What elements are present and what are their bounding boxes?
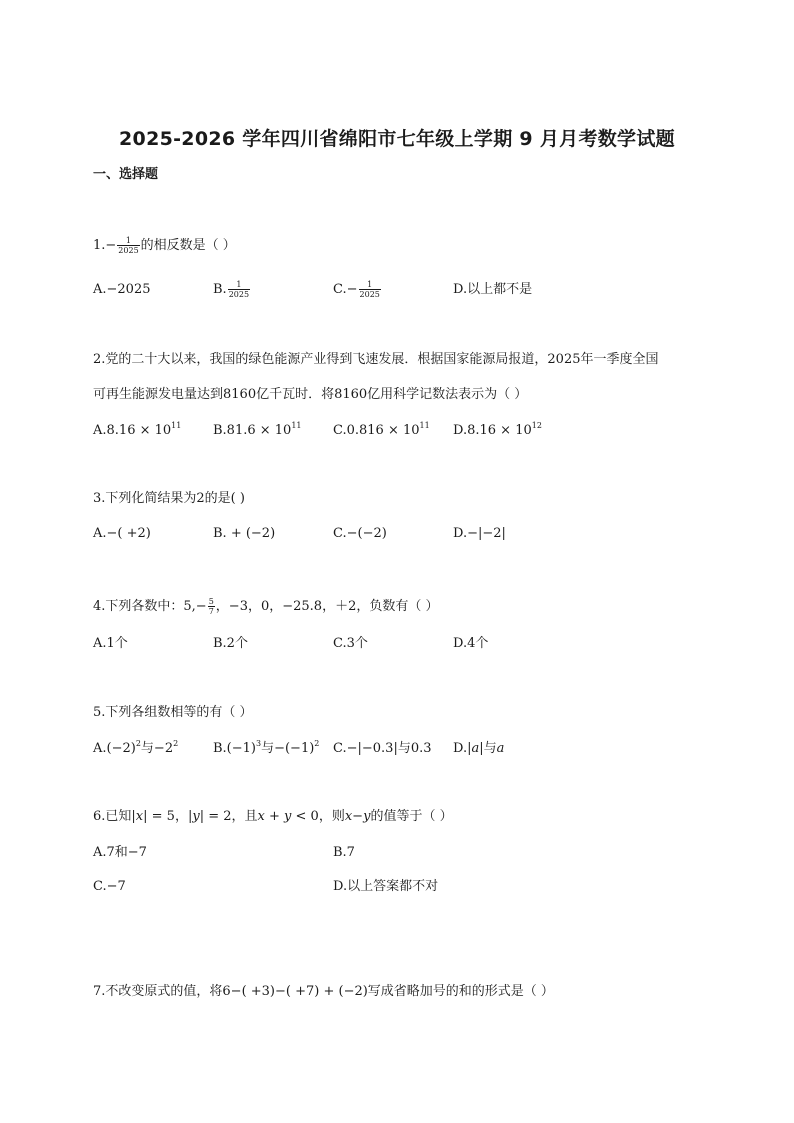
- question-1-option-a: A.−2025: [93, 282, 151, 297]
- section-heading: 一、选择题: [93, 167, 159, 182]
- question-5-option-b: $B.(-1)^3$与$-(-1)^2$: [213, 739, 320, 756]
- question-5-option-c: C.−|−0.3|与0.3: [333, 741, 432, 756]
- question-1-option-b: B. $\frac{1}{2025}$: [213, 280, 250, 299]
- question-2-stem-line2: 可再生能源发电量达到8160亿千瓦时．将8160亿用科学记数法表示为（ ）: [93, 387, 528, 402]
- question-4-stem: 4.下列各数中：5,− $\frac{5}{7}$ ，−3，0，−25.8，＋2，负数有（ ）: [93, 597, 439, 616]
- question-4-option-d: D.4个: [453, 636, 489, 651]
- question-6-option-b: B.7: [333, 845, 355, 860]
- question-4-option-c: C.3个: [333, 636, 368, 651]
- question-7-stem: 7.不改变原式的值，将6−( +3)−( +7) + (−2)写成省略加号的和的形式是（ ）: [93, 984, 554, 999]
- question-5-stem: 5.下列各组数相等的有（ ）: [93, 705, 253, 720]
- question-6-stem: 6.已知|x| = 5，|y| = 2，且x + y < 0，则x−y的值等于（ ）: [93, 809, 453, 824]
- question-2-option-c: $C.0.816 \times 10^{11}$: [333, 421, 430, 438]
- fraction: $\frac{1}{2025}$: [359, 280, 380, 299]
- question-2-option-b: $B.81.6 \times 10^{11}$: [213, 421, 302, 438]
- question-5-option-d: D.|a|与a: [453, 741, 505, 756]
- question-6-option-a: A.7和−7: [93, 845, 147, 860]
- page-title: 2025-2026 学年四川省绵阳市七年级上学期 9 月月考数学试题: [119, 128, 675, 150]
- question-6-option-c: C.−7: [93, 879, 126, 894]
- question-6-option-d: D.以上答案都不对: [333, 879, 439, 894]
- question-1-stem: 1.− $\frac{1}{2025}$ 的相反数是（ ）: [93, 236, 236, 255]
- fraction: $\frac{1}{2025}$: [118, 236, 139, 255]
- question-2-option-a: $A.8.16 \times 10^{11}$: [93, 421, 182, 438]
- question-2-option-d: $D.8.16 \times 10^{12}$: [453, 421, 542, 438]
- question-2-stem-line1: 2.党的二十大以来，我国的绿色能源产业得到飞速发展．根据国家能源局报道，2025年一季度全国: [93, 352, 659, 367]
- question-3-option-c: C.−(−2): [333, 526, 387, 541]
- question-3-option-b: B. + (−2): [213, 526, 276, 541]
- question-1-option-c: C.− $\frac{1}{2025}$: [333, 280, 380, 299]
- question-1-option-d: D.以上都不是: [453, 282, 533, 297]
- question-3-option-a: A.−( +2): [93, 526, 151, 541]
- question-4-option-a: A.1个: [93, 636, 128, 651]
- fraction: $\frac{1}{2025}$: [228, 280, 250, 299]
- fraction: $\frac{5}{7}$: [208, 597, 214, 616]
- question-5-option-a: $A.(-2)^2$与$-2^2$: [93, 739, 179, 756]
- question-3-stem: 3.下列化简结果为2的是( ): [93, 491, 245, 506]
- question-3-option-d: D.−|−2|: [453, 526, 506, 541]
- question-4-option-b: B.2个: [213, 636, 248, 651]
